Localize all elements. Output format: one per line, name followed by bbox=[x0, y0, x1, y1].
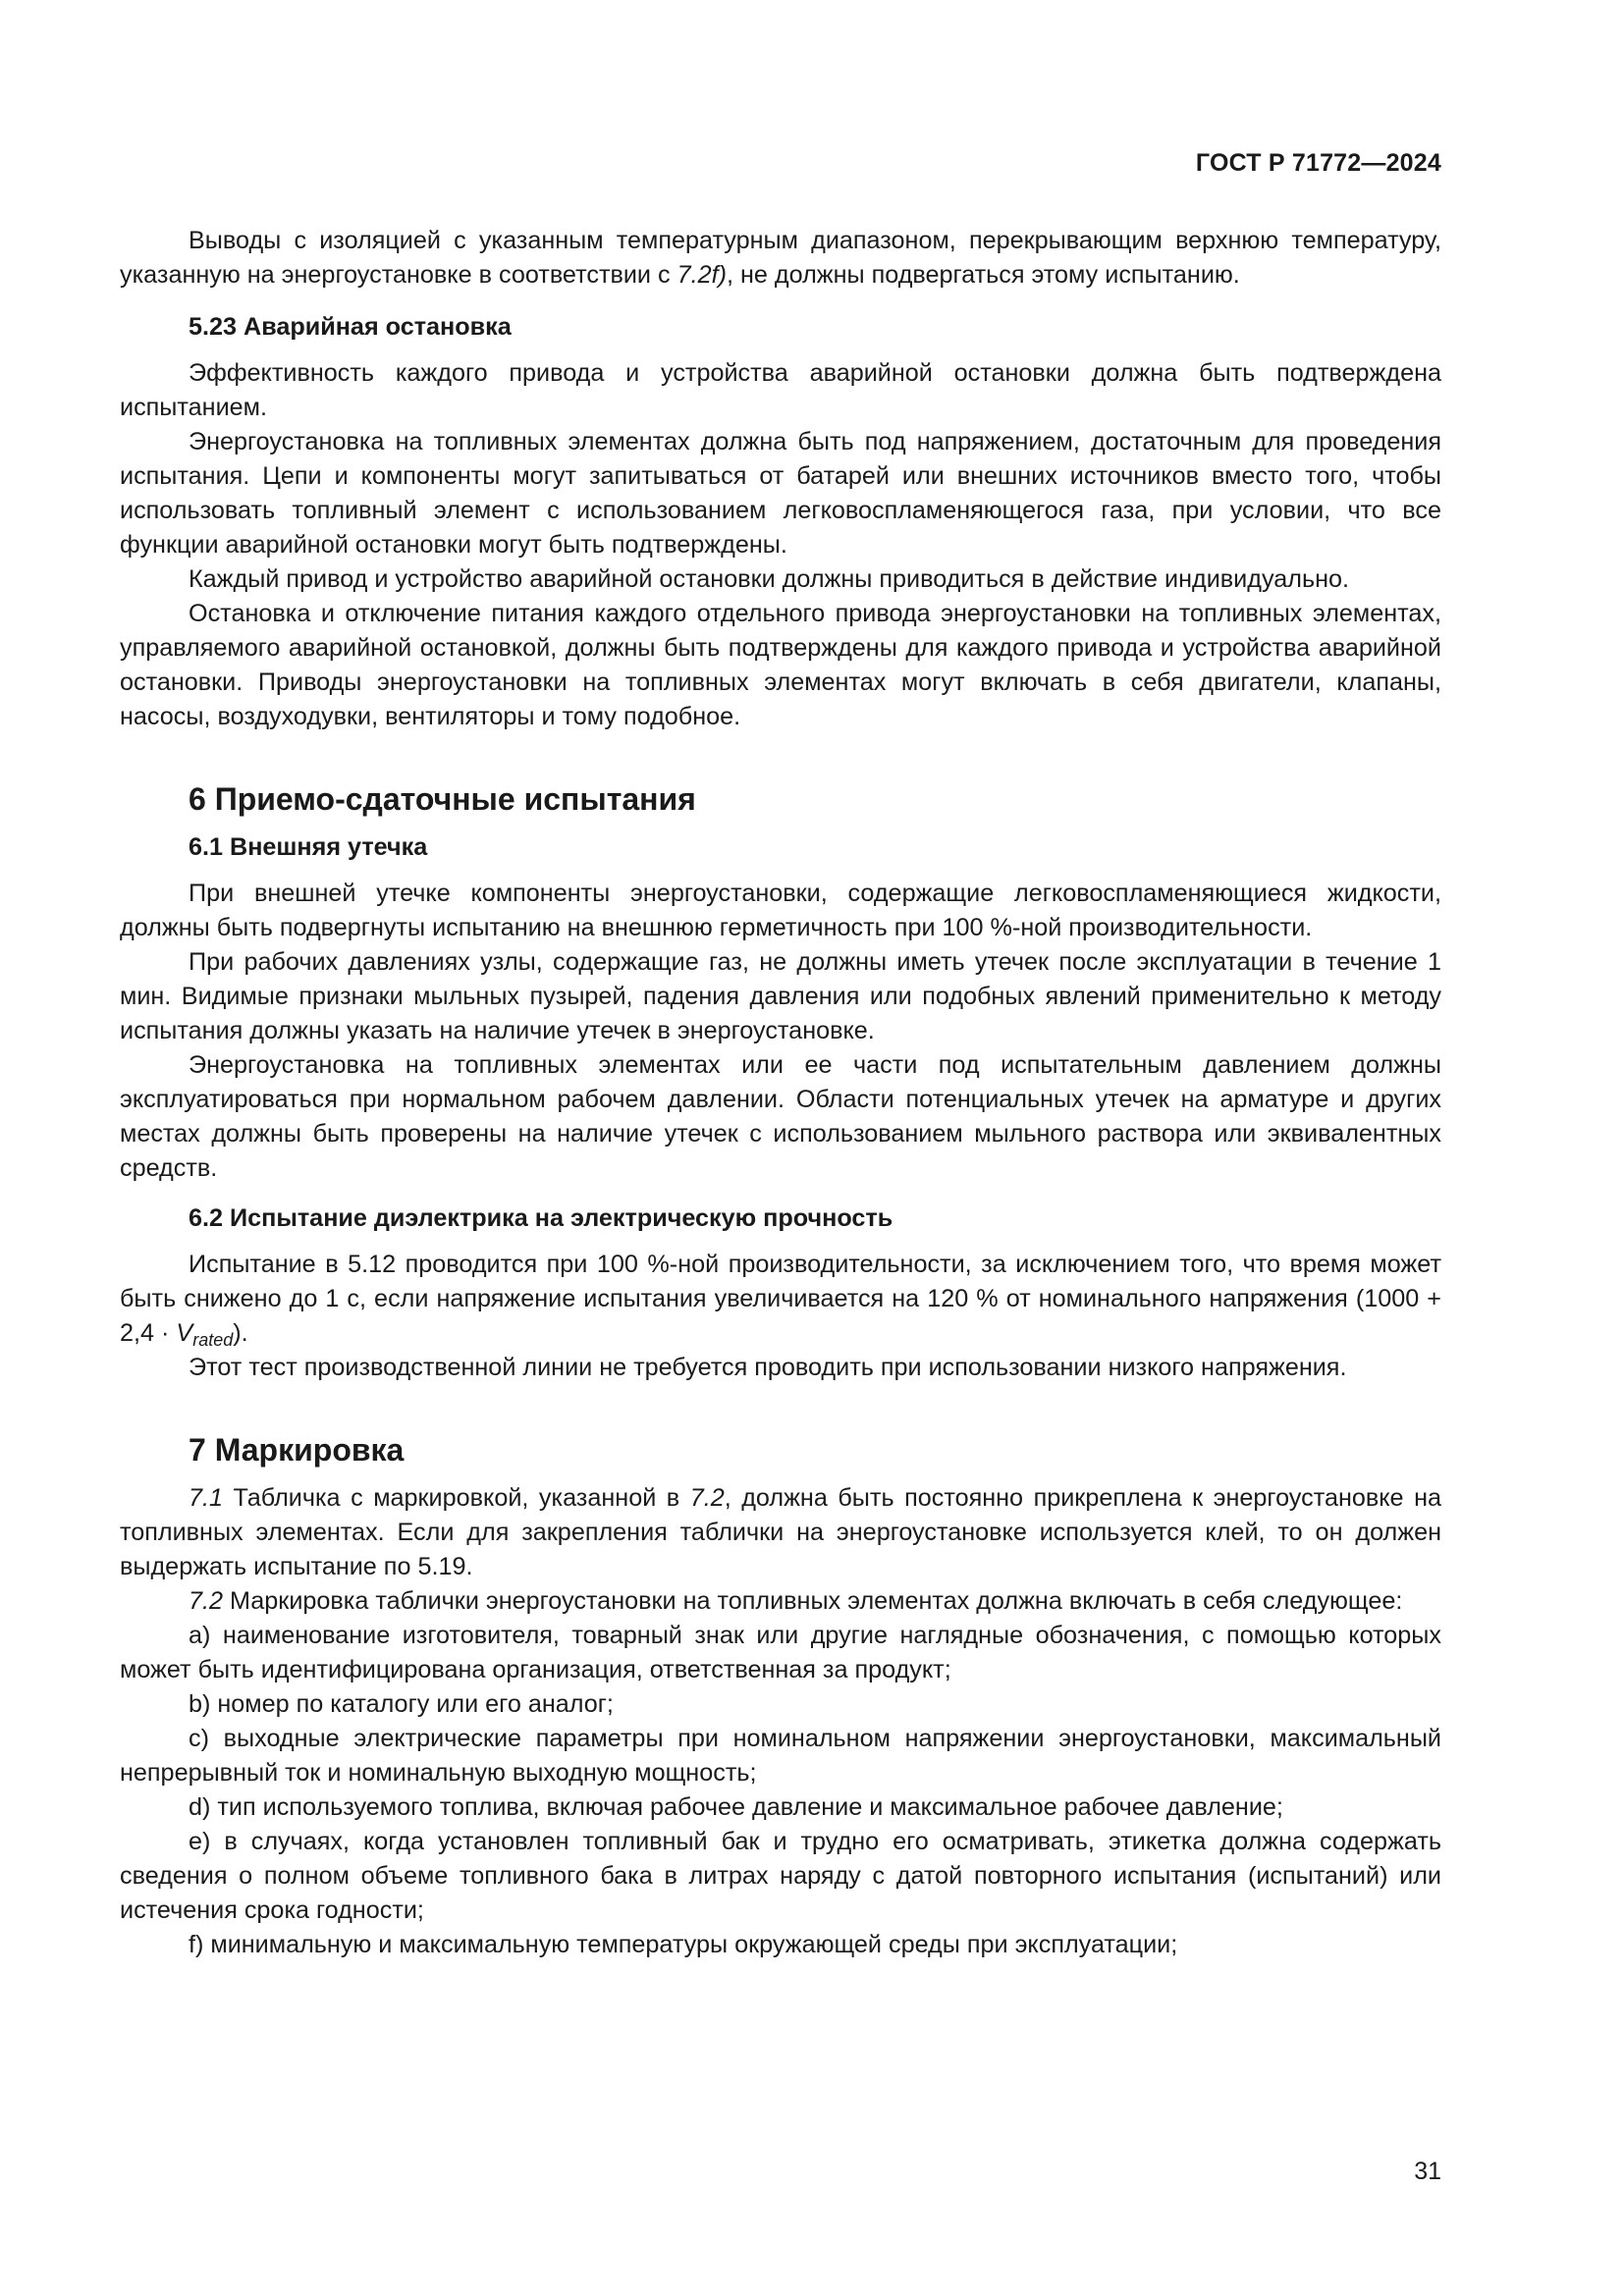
section-heading-6-1: 6.1 Внешняя утечка bbox=[189, 833, 428, 861]
paragraph: Эффективность каждого привода и устройства аварийной остановки должна быть подтверждена испытанием. bbox=[120, 359, 1441, 421]
page-content bbox=[120, 224, 1441, 1962]
list-item: f) минимальную и максимальную температуры окружающей среды при эксплуатации; bbox=[189, 1931, 1178, 1958]
clause-reference: 7.2f) bbox=[677, 261, 727, 289]
text-span: , не должны подвергаться этому испытанию. bbox=[727, 261, 1240, 289]
list-item: a) наименование изготовителя, товарный знак или другие наглядные обозначения, с помощью которых может быть идентифицирована организация, ответственная за продукт; bbox=[120, 1622, 1441, 1683]
section-heading-5-23: 5.23 Аварийная остановка bbox=[189, 313, 512, 341]
list-item: d) тип используемого топлива, включая рабочее давление и максимальное рабочее давление; bbox=[189, 1793, 1283, 1821]
paragraph bbox=[120, 1481, 1441, 1584]
text-span: ). bbox=[233, 1319, 248, 1347]
list-item: c) выходные электрические параметры при номинальном напряжении энергоустановки, максимальный непрерывный ток и номинальную выходную мощность; bbox=[120, 1725, 1441, 1787]
paragraph: Энергоустановка на топливных элементах или ее части под испытательным давлением должны эксплуатироваться при нормальном рабочем давлении. Области потенциальных утечек на арматуре и других местах должны быть проверены на наличие утечек с использованием мыльного раствора или эквивалентных средств. bbox=[120, 1051, 1441, 1182]
paragraph bbox=[120, 1248, 1441, 1351]
text-span: , должна быть постоянно прикреплена к энергоустановке на топливных элементах. Если для закрепления таблички на энергоустановке используется клей, то он должен выдержать испытание по 5.19. bbox=[120, 1484, 1442, 1580]
paragraph bbox=[120, 1584, 1441, 1619]
text-span: Выводы с изоляцией с указанным температурным диапазоном, перекрывающим верхнюю температуру, указанную на энергоустановке в соответствии с bbox=[120, 227, 1441, 289]
document-code-header: ГОСТ Р 71772—2024 bbox=[1195, 149, 1441, 177]
paragraph: Остановка и отключение питания каждого отдельного привода энергоустановки на топливных элементах, управляемого аварийной остановкой, должны быть подтверждены для каждого привода и устройства аварийной остановки. Приводы энергоустановки на топливных элементах могут включать в себя двигатели, клапаны, насосы, воздуходувки, вентиляторы и тому подобное. bbox=[120, 600, 1441, 730]
formula-subscript: rated bbox=[192, 1330, 234, 1350]
paragraph bbox=[120, 224, 1441, 293]
section-heading-7: 7 Маркировка bbox=[189, 1432, 405, 1468]
section-heading-6: 6 Приемо-сдаточные испытания bbox=[189, 781, 696, 817]
text-span: Табличка с маркировкой, указанной в bbox=[223, 1484, 690, 1512]
section-heading-6-2: 6.2 Испытание диэлектрика на электрическую прочность bbox=[189, 1204, 893, 1232]
clause-number: 7.1 bbox=[189, 1484, 224, 1512]
formula-variable: V bbox=[176, 1319, 193, 1347]
text-span: Испытание в 5.12 проводится при 100 %-ной производительности, за исключением того, что время может быть снижено до 1 с, если напряжение испытания увеличивается на 120 % от номинального напряжения (1000 + 2,4 · bbox=[120, 1251, 1441, 1347]
clause-number: 7.2 bbox=[189, 1587, 224, 1615]
list-item: e) в случаях, когда установлен топливный бак и трудно его осматривать, этикетка должна содержать сведения о полном объеме топливного бака в литрах наряду с датой повторного испытания (испытаний) или истечения срока годности; bbox=[120, 1828, 1441, 1924]
paragraph: Каждый привод и устройство аварийной остановки должны приводиться в действие индивидуально. bbox=[189, 565, 1350, 593]
page-number: 31 bbox=[1414, 2158, 1441, 2185]
clause-reference: 7.2 bbox=[689, 1484, 725, 1512]
paragraph: Этот тест производственной линии не требуется проводить при использовании низкого напряжения. bbox=[189, 1354, 1347, 1381]
text-span: Маркировка таблички энергоустановки на топливных элементах должна включать в себя следующее: bbox=[223, 1587, 1403, 1615]
paragraph: Энергоустановка на топливных элементах должна быть под напряжением, достаточным для проведения испытания. Цепи и компоненты могут запитываться от батарей или внешних источников вместо того, чтобы использовать топливный элемент с использованием легковоспламеняющегося газа, при условии, что все функции аварийной остановки могут быть подтверждены. bbox=[120, 428, 1441, 559]
paragraph: При внешней утечке компоненты энергоустановки, содержащие легковоспламеняющиеся жидкости, должны быть подвергнуты испытанию на внешнюю герметичность при 100 %-ной производительности. bbox=[120, 880, 1441, 941]
list-item: b) номер по каталогу или его аналог; bbox=[189, 1690, 614, 1718]
paragraph: При рабочих давлениях узлы, содержащие газ, не должны иметь утечек после эксплуатации в течение 1 мин. Видимые признаки мыльных пузырей, падения давления или подобных явлений применительно к методу испытания должны указать на наличие утечек в энергоустановке. bbox=[120, 948, 1441, 1044]
